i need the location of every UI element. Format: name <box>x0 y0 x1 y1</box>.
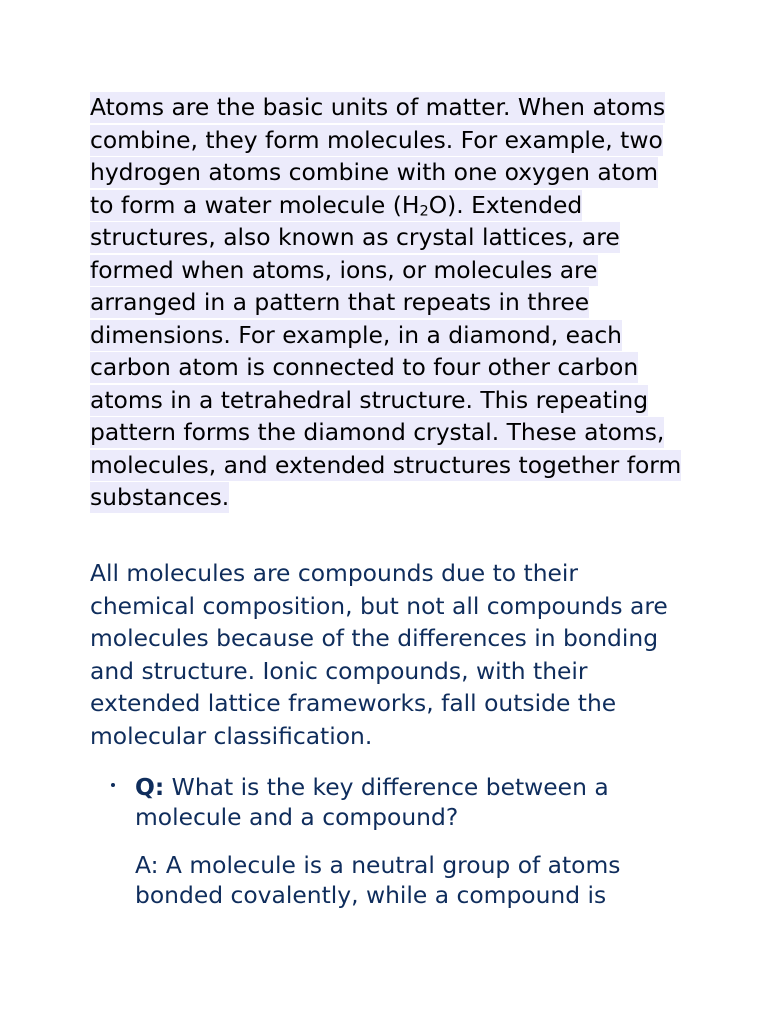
intro-paragraph <box>90 91 685 514</box>
highlighted-text <box>90 92 681 513</box>
bullet-icon <box>111 783 115 787</box>
subscript-2: 2 <box>419 203 429 220</box>
question-text: What is the key difference between a molecule and a compound? <box>135 773 609 831</box>
paragraph1-text-part1: Atoms are the basic units of matter. When atoms combine, they form molecules. For example, two hydrogen atoms combine with one oxygen atom to form a water molecule (H <box>90 93 666 219</box>
paragraph1-text-part2: O). Extended structures, also known as crystal lattices, are formed when atoms, ions, or molecules are arranged in a pattern that repeats in three dimensions. For example, in a diamond, each carbon atom is connected to four other carbon atoms in a tetrahedral structure. This repeating pattern forms the diamond crystal. These atoms, molecules, and extended structures together form substances. <box>90 190 682 511</box>
question-label: Q: <box>135 773 165 801</box>
molecules-compounds-paragraph: All molecules are compounds due to their chemical composition, but not all compounds are molecules because of the differences in bonding and structure. Ionic compounds, with their extended lattice frameworks, fall outside the molecular classification. <box>90 559 668 750</box>
question <box>135 772 695 832</box>
answer-text: A: A molecule is a neutral group of atoms bonded covalently, while a compound is <box>135 851 621 909</box>
